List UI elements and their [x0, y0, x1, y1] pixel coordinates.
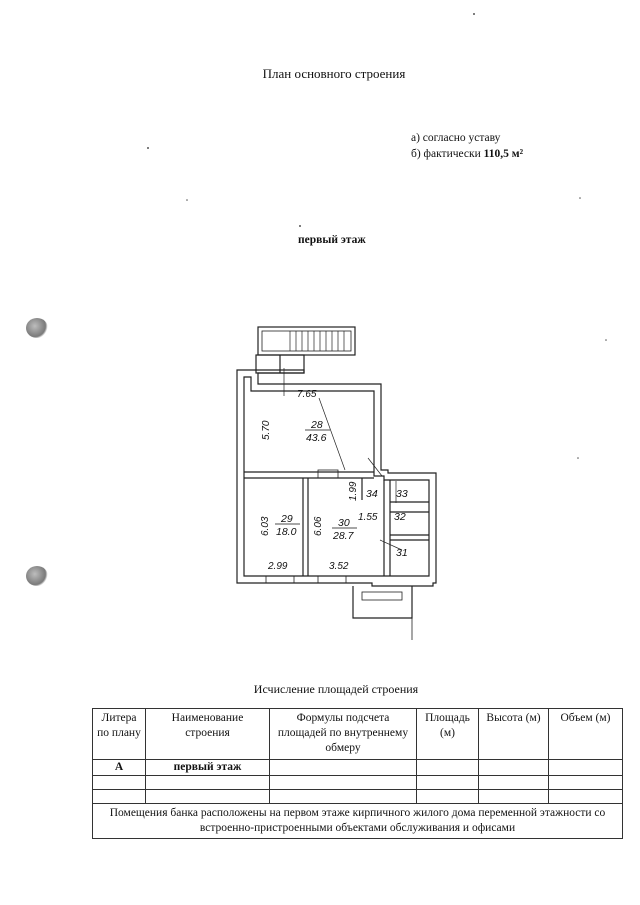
- table-header-row: [93, 709, 623, 760]
- header-formulas: Формулы подсчета площадей по внутреннему обмеру: [270, 709, 417, 760]
- room-34-number: 34: [366, 488, 378, 500]
- table-footnote-row: [93, 804, 623, 839]
- table-row: [93, 760, 623, 776]
- dim-left-height: 5.70: [261, 420, 272, 440]
- room-31-number: 31: [396, 547, 408, 559]
- room-29-number: 29: [281, 513, 293, 525]
- dim-bottom-right: 3.52: [329, 561, 349, 572]
- area-table: [92, 708, 623, 839]
- calc-title: Исчисление площадей строения: [253, 682, 419, 696]
- room-32-number: 32: [394, 511, 406, 523]
- room-28-number: 28: [311, 419, 323, 431]
- row-a-name: первый этаж: [146, 760, 270, 776]
- note-line-b-value: 110,5 м²: [483, 148, 524, 160]
- header-height: Высота (м): [479, 709, 549, 760]
- header-letter: Литера по плану: [93, 709, 146, 760]
- punch-hole-bottom: [26, 566, 48, 586]
- dim-room29-height: 6.03: [260, 516, 271, 536]
- punch-hole-top: [26, 318, 48, 338]
- dim-top-width: 7.65: [297, 389, 317, 400]
- room-30-number: 30: [338, 517, 350, 529]
- header-name: Наименование строения: [146, 709, 270, 760]
- room-30-area: 28.7: [333, 530, 354, 542]
- room-29-area: 18.0: [276, 526, 297, 538]
- room-28-area: 43.6: [306, 432, 327, 444]
- table-row: [93, 790, 623, 804]
- note-line-b-prefix: б) фактически: [411, 148, 484, 160]
- table-footnote: Помещения банка расположены на первом этаже кирпичного жилого дома переменной этажности со встроенно-пристроенными объектами обслуживания и офисами: [93, 804, 623, 839]
- row-a-letter: А: [93, 760, 146, 776]
- floor-label: первый этаж: [298, 234, 366, 246]
- page-title: План основного строения: [262, 66, 406, 81]
- dim-bottom-left: 2.99: [268, 561, 288, 572]
- note-line-a: а) согласно уставу: [411, 132, 501, 144]
- header-area: Площадь (м): [417, 709, 479, 760]
- table-row: [93, 776, 623, 790]
- room-33-number: 33: [396, 488, 408, 500]
- header-volume: Объем (м): [549, 709, 623, 760]
- dim-room30-height: 6.06: [313, 516, 324, 536]
- dim-corridor: 1.99: [348, 481, 359, 501]
- dim-corridor-width: 1.55: [358, 512, 378, 523]
